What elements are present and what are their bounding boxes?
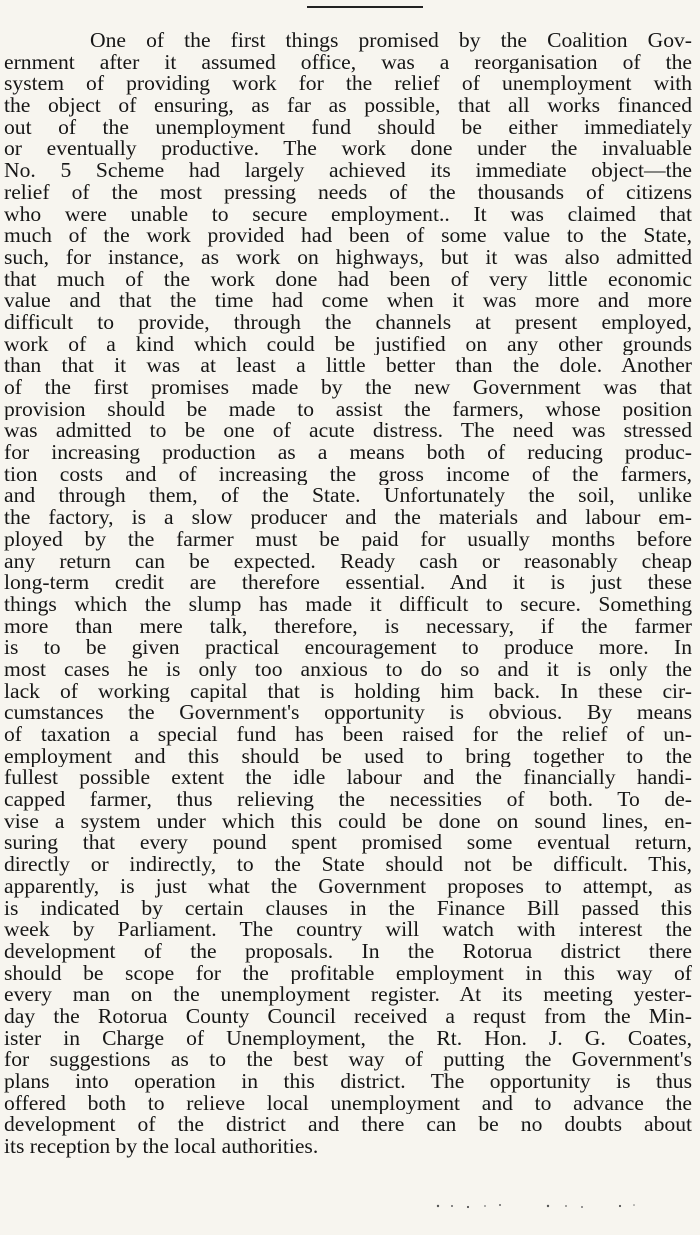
article-line: development of the district and there can be no doubts about — [4, 1114, 692, 1137]
article-line: should be scope for the profitable employment in this way of — [4, 962, 692, 985]
article-line: or eventually productive. The work done under the invaluable — [4, 138, 692, 161]
article-line: work of a kind which could be justified on any other grounds — [4, 333, 692, 356]
article-line: the object of ensuring, as far as possible, that all works financed — [4, 95, 692, 117]
article-line: tion costs and of increasing the gross income of the farmers, — [4, 463, 692, 486]
article-line: its reception by the local authorities. — [4, 1136, 319, 1158]
article-line: One of the first things promised by the Coalition Gov- — [90, 30, 692, 52]
article-line: ployed by the farmer must be paid for usually months before — [4, 528, 692, 551]
article-line: ister in Charge of Unemployment, the Rt. Hon. J. G. Coates, — [4, 1027, 692, 1050]
article-line: more than mere talk, therefore, is necessary, if the farmer — [4, 615, 692, 638]
article-line: of taxation a special fund has been raised for the relief of un- — [4, 724, 692, 746]
article-line: plans into operation in this district. The opportunity is thus — [4, 1071, 692, 1093]
article-line: things which the slump has made it difficult to secure. Something — [4, 593, 692, 616]
article-line: was admitted to be one of acute distress. The need was stressed — [4, 420, 692, 443]
print-speckles — [430, 1200, 690, 1212]
article-line: is to be given practical encouragement to produce more. In — [4, 637, 692, 659]
article-line: apparently, is just what the Government proposes to attempt, as — [4, 875, 692, 898]
article-line: lack of working capital that is holding him back. In these cir- — [4, 680, 692, 703]
article-line: and through them, of the State. Unfortunately the soil, unlike — [4, 485, 692, 508]
article-line: cumstances the Government's opportunity is obvious. By means — [4, 702, 692, 724]
article-line: difficult to provide, through the channels at present employed, — [4, 311, 692, 334]
article-line: vise a system under which this could be done on sound lines, en- — [4, 810, 692, 833]
article-line: system of providing work for the relief of unemployment with — [4, 73, 692, 96]
article-line: than that it was at least a little better than the dole. Another — [4, 355, 692, 377]
article-line: directly or indirectly, to the State should not be difficult. This, — [4, 854, 692, 876]
article-line: the factory, is a slow producer and the materials and labour em- — [4, 507, 692, 529]
article-line: employment and this should be used to bring together to the — [4, 745, 692, 768]
article-line: long-term credit are therefore essential. And it is just these — [4, 572, 692, 594]
article-line: such, for instance, as work on highways, but it was also admitted — [4, 246, 692, 269]
article-line: value and that the time had come when it was more and more — [4, 290, 692, 312]
article-line: suring that every pound spent promised some eventual return, — [4, 832, 692, 855]
article-line: provision should be made to assist the farmers, whose position — [4, 398, 692, 421]
column-rule — [307, 6, 423, 8]
article-line: fullest possible extent the idle labour and the financially handi- — [4, 767, 692, 790]
article-line: most cases he is only too anxious to do so and it is only the — [4, 658, 692, 681]
editorial-article — [4, 30, 692, 1158]
article-line: out of the unemployment fund should be either immediately — [4, 116, 692, 139]
article-line: capped farmer, thus relieving the necessities of both. To de- — [4, 789, 692, 811]
article-line: ernment after it assumed office, was a reorganisation of the — [4, 51, 692, 74]
article-line: for suggestions as to the best way of putting the Government's — [4, 1049, 692, 1071]
article-line: of the first promises made by the new Government was that — [4, 377, 692, 399]
article-line: much of the work provided had been of some value to the State, — [4, 225, 692, 247]
article-line: every man on the unemployment register. At its meeting yester- — [4, 984, 692, 1006]
article-line: development of the proposals. In the Rotorua district there — [4, 940, 692, 963]
article-line: No. 5 Scheme had largely achieved its immediate object—the — [4, 160, 692, 182]
article-line: week by Parliament. The country will watch with interest the — [4, 919, 692, 941]
article-line: who were unable to secure employment.. It was claimed that — [4, 203, 692, 226]
article-line: for increasing production as a means both of reducing produc- — [4, 442, 692, 464]
article-line: any return can be expected. Ready cash or reasonably cheap — [4, 550, 692, 573]
article-line: is indicated by certain clauses in the Finance Bill passed this — [4, 897, 692, 920]
article-line: relief of the most pressing needs of the thousands of citizens — [4, 181, 692, 204]
article-line: offered both to relieve local unemployment and to advance the — [4, 1092, 692, 1115]
article-line: day the Rotorua County Council received a requst from the Min- — [4, 1005, 692, 1028]
article-line: that much of the work done had been of very little economic — [4, 268, 692, 291]
